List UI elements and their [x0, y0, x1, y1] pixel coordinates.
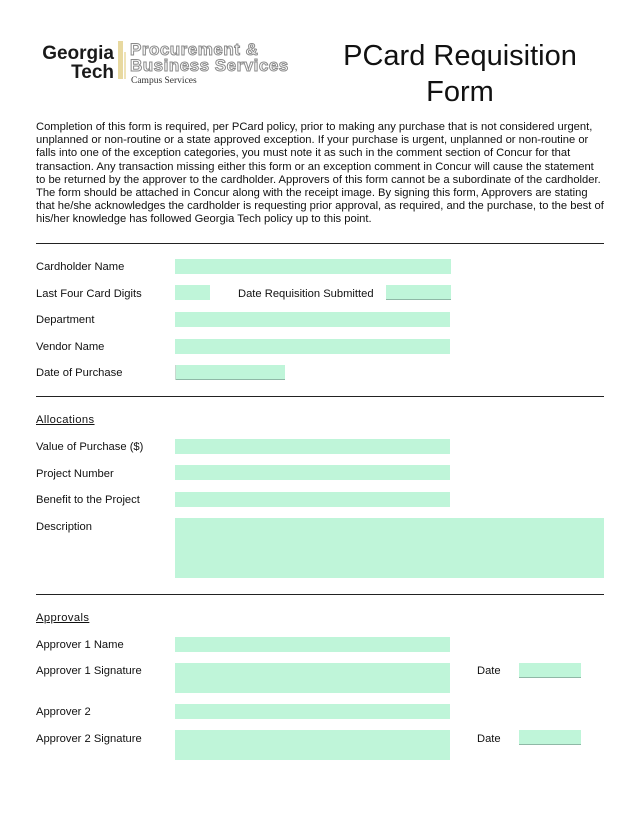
section-divider — [36, 243, 604, 244]
tower-logo-mark-accent — [124, 52, 126, 79]
date-submitted-label: Date Requisition Submitted — [238, 288, 374, 300]
date-submitted-field[interactable] — [386, 285, 451, 300]
intro-paragraph: Completion of this form is required, per PCard policy, prior to making any purchase that is not considered urgent, unplanned or non-routine or a state approved exception. If your purchase is urgent, unplanned or non-routine or falls into one of the exception categories, you must note it as such in the comment section of Concur for that transaction. Any transaction missing either this form or an exception comment in Concur will cause the statement to be returned by the approver to the cardholder. Approvers of this form cannot be a subordinate of the cardholder. The form should be attached in Concur along with the receipt image. By signing this form, Approvers are stating that he/she acknowledges the cardholder is requesting prior approval, as required, and the purchase, to the best of his/her knowledge has followed Georgia Tech policy up to this point. — [36, 121, 604, 226]
purchase-date-field[interactable] — [175, 365, 285, 380]
vendor-name-field[interactable] — [175, 339, 450, 354]
approver1-date-field[interactable] — [519, 663, 581, 678]
project-benefit-field[interactable] — [175, 492, 450, 507]
section-divider — [36, 396, 604, 397]
approver1-name-field[interactable] — [175, 637, 450, 652]
project-number-label: Project Number — [36, 468, 114, 480]
logo-dept-line1: Procurement & — [130, 40, 259, 59]
purchase-date-label: Date of Purchase — [36, 367, 123, 379]
tower-logo-mark — [118, 41, 123, 79]
approver2-date-field[interactable] — [519, 730, 581, 745]
form-title — [340, 38, 580, 110]
purchase-value-field[interactable] — [175, 439, 450, 454]
project-benefit-label: Benefit to the Project — [36, 494, 140, 506]
approver1-name-label: Approver 1 Name — [36, 639, 124, 651]
description-label: Description — [36, 521, 92, 533]
cardholder-name-label: Cardholder Name — [36, 261, 125, 273]
form-title-line2: Form — [426, 76, 494, 108]
vendor-name-label: Vendor Name — [36, 341, 105, 353]
approver2-name-field[interactable] — [175, 704, 450, 719]
approver2-date-label: Date — [477, 733, 501, 745]
logo-dept-line2: Business Services — [130, 56, 289, 75]
georgia-tech-logo — [36, 44, 114, 82]
card-digits-field[interactable] — [175, 285, 210, 300]
logo-org-line1: Georgia — [42, 43, 114, 64]
approver2-signature-field[interactable] — [175, 730, 450, 760]
description-field[interactable] — [175, 518, 604, 578]
card-digits-label: Last Four Card Digits — [36, 288, 142, 300]
approver1-signature-label: Approver 1 Signature — [36, 665, 142, 677]
section-divider — [36, 594, 604, 595]
approver2-label: Approver 2 — [36, 706, 91, 718]
allocations-heading: Allocations — [36, 414, 95, 426]
logo-subtitle: Campus Services — [131, 76, 197, 86]
department-label: Department — [36, 314, 95, 326]
logo-org-line2: Tech — [71, 62, 114, 83]
purchase-value-label: Value of Purchase ($) — [36, 441, 144, 453]
approver2-signature-label: Approver 2 Signature — [36, 733, 142, 745]
project-number-field[interactable] — [175, 465, 450, 480]
department-logo-text — [130, 42, 289, 74]
form-title-line1: PCard Requisition — [343, 40, 577, 72]
approvals-heading: Approvals — [36, 612, 90, 624]
department-field[interactable] — [175, 312, 450, 327]
cardholder-name-field[interactable] — [175, 259, 451, 274]
approver1-signature-field[interactable] — [175, 663, 450, 693]
approver1-date-label: Date — [477, 665, 501, 677]
